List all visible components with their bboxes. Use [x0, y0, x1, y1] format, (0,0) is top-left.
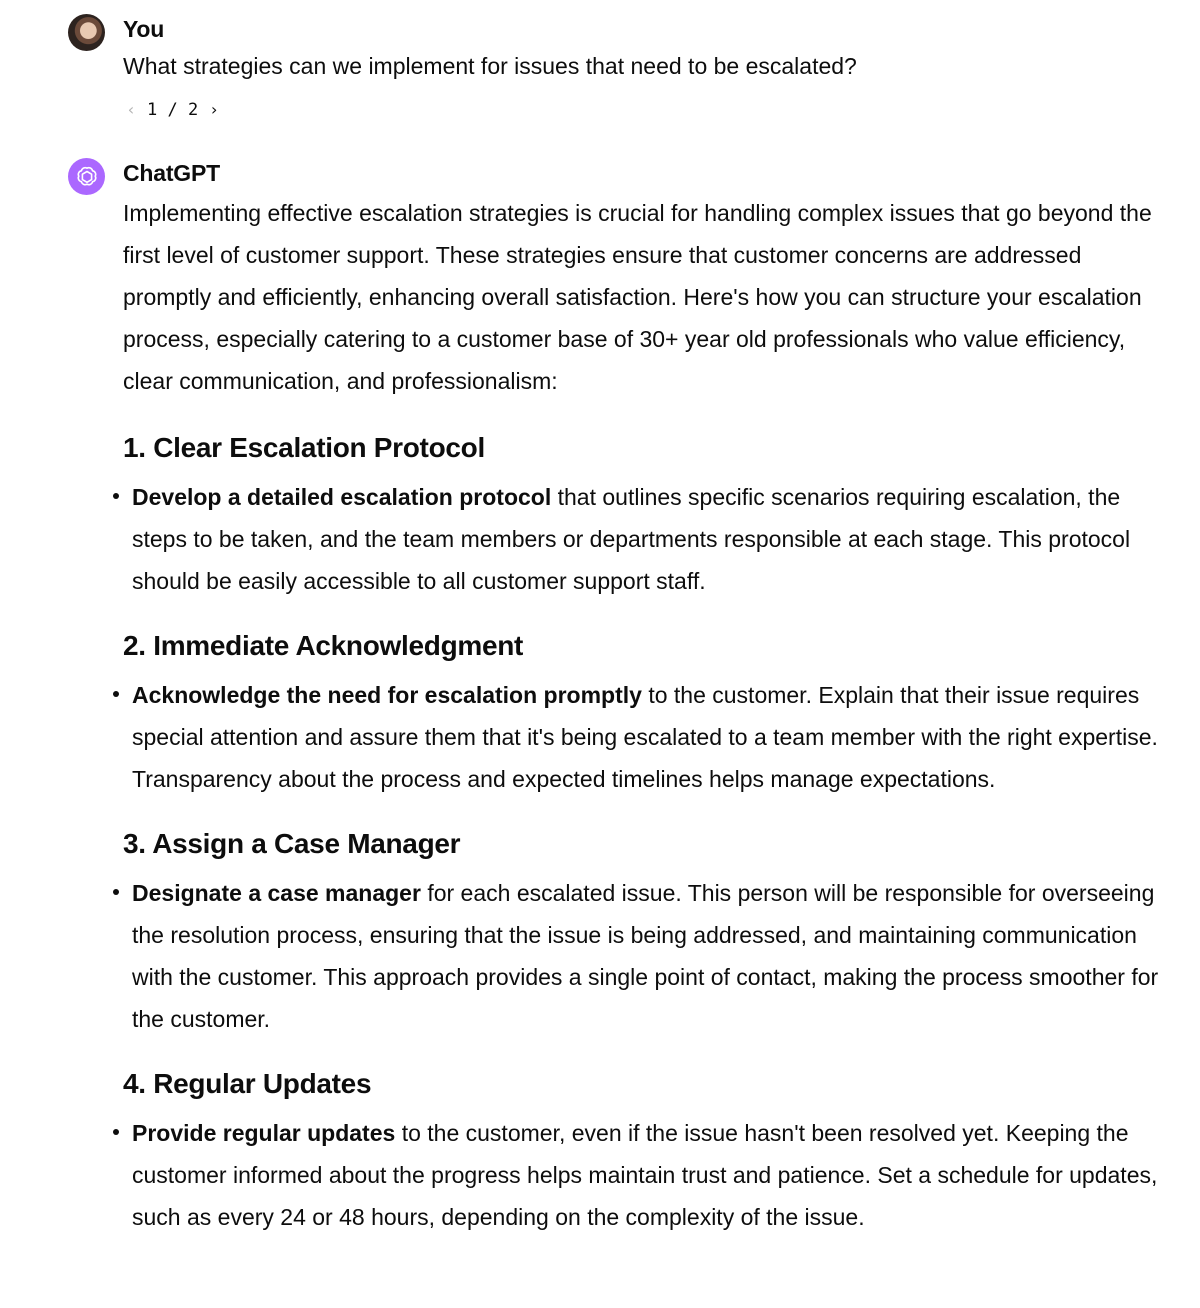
list-item-text: to the customer, even if the issue hasn't been resolved yet. Keeping the customer informed about the progress helps maintain trust and patience. Set a schedule for updates, such as every 24 or 48 hours, depending on the complexity of the issue.: [132, 1120, 1158, 1230]
list-item-bold: Provide regular updates: [132, 1120, 396, 1146]
section-heading: 4. Regular Updates: [123, 1068, 372, 1099]
chevron-left-icon[interactable]: ‹: [127, 100, 135, 119]
list-item: [123, 674, 1173, 800]
chevron-right-icon[interactable]: ›: [210, 100, 218, 119]
list-item-bold: Acknowledge the need for escalation promptly: [132, 682, 642, 708]
section-heading: 1. Clear Escalation Protocol: [123, 432, 485, 463]
list-item: [123, 1112, 1173, 1238]
list-item-text: that outlines specific scenarios requiring escalation, the steps to be taken, and the team members or departments responsible at each stage. This protocol should be easily accessible to all customer support staff.: [132, 484, 1131, 594]
pager-label: 1 / 2: [147, 100, 199, 120]
list-item-text: for each escalated issue. This person will be responsible for overseeing the resolution process, ensuring that the issue is being addressed, and maintaining communication with the customer. This approach provides a single point of contact, making the process smoother for the customer.: [132, 880, 1159, 1032]
list-item-bold: Designate a case manager: [132, 880, 421, 906]
section-heading: 2. Immediate Acknowledgment: [123, 630, 524, 661]
section-heading: 3. Assign a Case Manager: [123, 828, 461, 859]
user-author-name: You: [123, 16, 165, 42]
list-item: [123, 872, 1173, 1040]
section-list: [123, 674, 1173, 800]
user-avatar: [68, 14, 105, 51]
user-message-text: What strategies can we implement for issues that need to be escalated?: [123, 53, 857, 79]
response-pager: [123, 100, 222, 120]
section-list: [123, 1112, 1173, 1238]
list-item-bold: Develop a detailed escalation protocol: [132, 484, 552, 510]
section-list: [123, 872, 1173, 1040]
section-list: [123, 476, 1173, 602]
list-item: [123, 476, 1173, 602]
assistant-avatar: [68, 158, 105, 195]
assistant-author-name: ChatGPT: [123, 160, 220, 186]
assistant-message-body: [123, 192, 1173, 1238]
intro-paragraph: Implementing effective escalation strategies is crucial for handling complex issues that go beyond the first level of customer support. These strategies ensure that customer concerns are addressed promptly and efficiently, enhancing overall satisfaction. Here's how you can structure your escalation process, especially catering to a customer base of 30+ year old professionals who value efficiency, clear communication, and professionalism:: [123, 200, 1152, 394]
list-item-text: to the customer. Explain that their issue requires special attention and assure them that it's being escalated to a team member with the right expertise. Transparency about the process and expected timelines helps manage expectations.: [132, 682, 1158, 792]
openai-logo-icon: [74, 164, 100, 190]
